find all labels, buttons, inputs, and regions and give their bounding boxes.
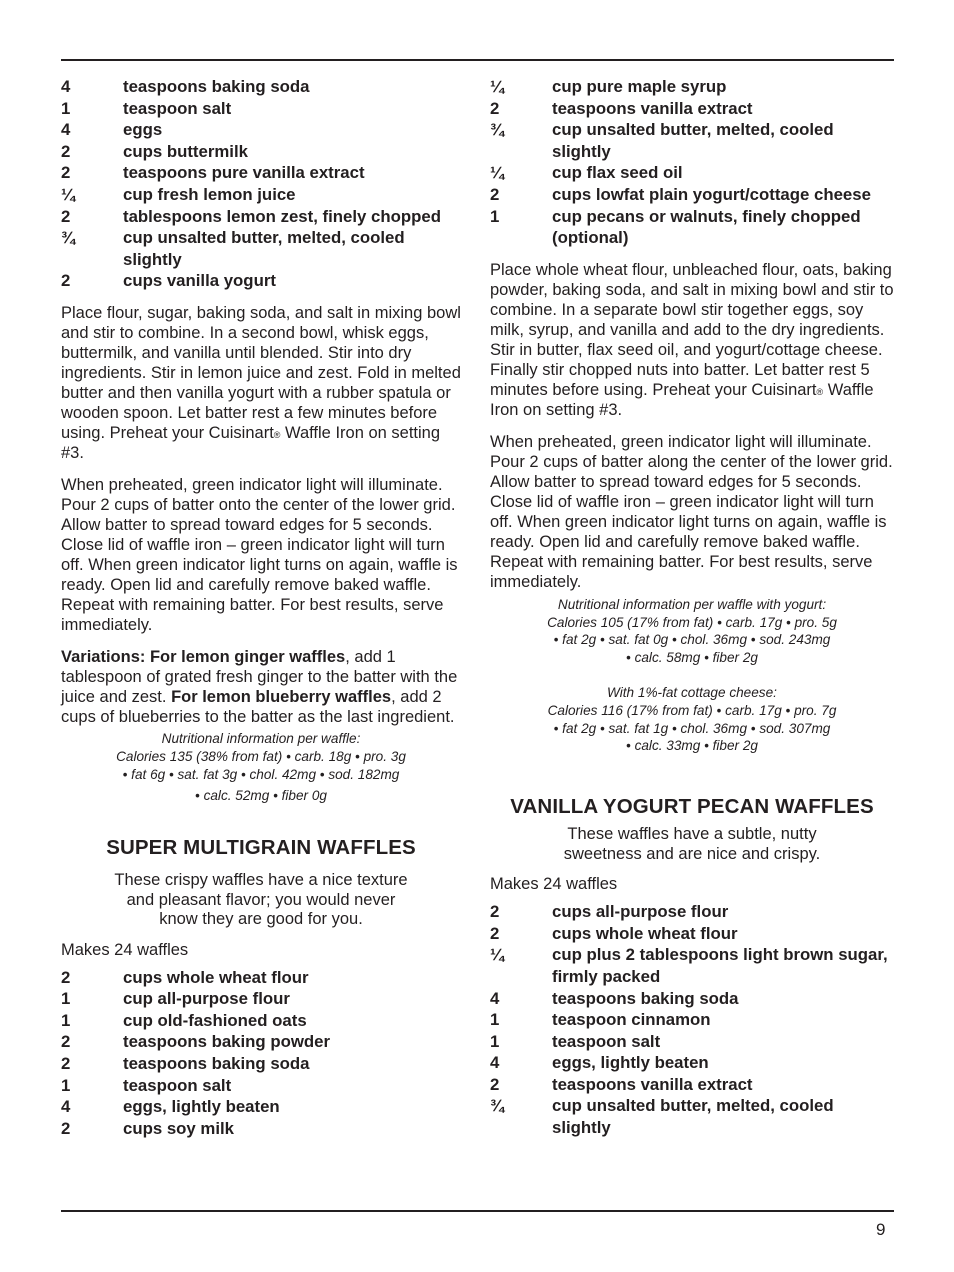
ingredient-quantity: 4: [61, 77, 71, 96]
ingredient-row: [61, 1031, 461, 1053]
ingredient-row: [61, 1075, 461, 1097]
yield-text: Makes 24 waffles: [61, 940, 189, 959]
top-rule: [61, 59, 894, 61]
ingredient-text: eggs, lightly beaten: [552, 1053, 709, 1073]
ingredient-text: teaspoons baking soda: [123, 1054, 310, 1073]
ingredient-row: [490, 923, 894, 945]
ingredient-row: [61, 162, 461, 184]
ingredient-text: teaspoon cinnamon: [552, 1010, 711, 1030]
ingredient-text: cup pecans or walnuts, finely chopped (optional): [552, 206, 861, 248]
ingredient-row: [61, 76, 461, 98]
ingredient-row: [490, 1074, 894, 1096]
ingredient-row: [490, 184, 894, 206]
ingredient-text: tablespoons lemon zest, finely chopped: [123, 206, 441, 226]
ingredient-text: cup fresh lemon juice: [123, 184, 296, 204]
ingredient-text: cups all-purpose flour: [552, 902, 729, 922]
ingredient-quantity: ¾: [490, 1096, 504, 1116]
ingredient-quantity: 1: [61, 1075, 71, 1095]
ingredient-quantity: 2: [61, 1032, 71, 1052]
ingredient-text: teaspoons baking powder: [123, 1032, 330, 1052]
ingredient-quantity: ¾: [490, 120, 504, 140]
ingredient-row: [490, 162, 894, 184]
method-paragraph: Place flour, sugar, baking soda, and salt in mixing bowl and stir to combine. In a second bowl, whisk eggs, buttermilk, and vanilla until blended. Stir into dry ingredients. Stir in lemon juice and zest. Fold in melted butter and then vanilla yogurt with a rubber spatula or wooden spoon. Let batter rest a few minutes before using. Preheat your Cuisinart® Waffle Iron on setting #3.: [61, 303, 461, 462]
ingredient-row: [490, 98, 894, 120]
recipe-intro: These crispy waffles have a nice texture and pleasant flavor; you would never know they are good for you.: [114, 871, 408, 929]
ingredient-text: eggs, lightly beaten: [123, 1097, 280, 1117]
ingredient-text: teaspoon salt: [552, 1031, 661, 1051]
ingredient-quantity: 1: [61, 98, 71, 118]
ingredient-quantity: 1: [490, 1031, 500, 1051]
ingredient-row: [61, 141, 461, 163]
ingredient-quantity: ¼: [61, 184, 75, 204]
ingredient-quantity: 2: [61, 163, 71, 183]
ingredient-row: [490, 119, 894, 162]
ingredient-quantity: 1: [61, 989, 71, 1009]
ingredient-quantity: 2: [490, 902, 500, 922]
ingredient-text: cup unsalted butter, melted, cooled slightly: [552, 120, 834, 161]
nutrition-info: Nutritional information per waffle: Calories 135 (38% from fat) • carb. 18g • pro. 3g • fat 6g • sat. fat 3g • chol. 42mg • sod. 182mg • calc. 52mg • fiber 0g: [116, 730, 406, 804]
ingredient-text: teaspoons vanilla extract: [552, 98, 753, 118]
ingredient-quantity: 2: [61, 967, 71, 987]
ingredient-quantity: 1: [490, 206, 500, 226]
ingredient-text: cup unsalted butter, melted, cooled slightly: [552, 1096, 834, 1138]
ingredient-list: [61, 967, 461, 1140]
method-paragraph: When preheated, green indicator light will illuminate. Pour 2 cups of batter onto the center of the lower grid. Allow batter to spread toward edges for 5 seconds. Close lid of waffle iron – green indicator light will turn off. When green indicator light turns on again, waffle is ready. Open lid and carefully remove baked waffle. Repeat with remaining batter. For best results, serve immediately.: [61, 475, 458, 634]
ingredient-row: [61, 1118, 461, 1140]
ingredient-row: [490, 76, 894, 98]
ingredient-quantity: 2: [490, 98, 500, 118]
ingredient-quantity: 1: [61, 1010, 71, 1030]
ingredient-quantity: 2: [61, 141, 71, 161]
ingredient-quantity: 2: [61, 271, 71, 291]
ingredient-text: cups soy milk: [123, 1118, 234, 1138]
ingredient-row: [490, 1009, 894, 1031]
ingredient-row: [490, 1031, 894, 1053]
ingredient-text: cup plus 2 tablespoons light brown sugar, firmly packed: [552, 945, 888, 986]
recipe-intro: These waffles have a subtle, nutty sweetness and are nice and crispy.: [563, 825, 821, 863]
ingredient-row: [490, 1095, 894, 1138]
ingredient-row: [61, 1096, 461, 1118]
ingredient-quantity: 2: [490, 184, 500, 204]
right-column: [490, 76, 894, 1139]
ingredient-text: cups whole wheat flour: [123, 967, 309, 987]
ingredient-quantity: ¼: [490, 163, 504, 183]
ingredient-text: teaspoons vanilla extract: [552, 1074, 753, 1094]
ingredient-quantity: 2: [490, 923, 500, 943]
ingredient-row: [61, 206, 461, 228]
ingredient-row: [490, 1052, 894, 1074]
ingredient-row: [490, 944, 894, 987]
ingredient-row: [61, 184, 461, 206]
ingredient-row: [490, 206, 894, 249]
method-paragraph: When preheated, green indicator light will illuminate. Pour 2 cups of batter along the center of the lower grid. Allow batter to spread toward edges for 5 seconds. Close lid of waffle iron – green indicator light will turn off. When green indicator light turns on again, waffle is ready. Open lid and carefully remove baked waffle. Repeat with remaining batter. For best results, serve immediately.: [490, 432, 893, 591]
ingredient-quantity: 2: [61, 1118, 71, 1138]
ingredient-row: [61, 270, 461, 292]
ingredient-quantity: 4: [61, 120, 71, 140]
variations-paragraph: Variations: For lemon ginger waffles, add 1 tablespoon of grated fresh ginger to the batter with the juice and zest. For lemon blueberry waffles, add 2 cups of blueberries to the batter as the last ingredient.: [61, 647, 458, 726]
ingredient-quantity: 1: [490, 1010, 500, 1030]
ingredient-text: cup old-fashioned oats: [123, 1010, 307, 1030]
ingredient-quantity: 2: [61, 1054, 71, 1073]
ingredient-text: teaspoons baking soda: [552, 988, 739, 1008]
ingredient-row: [61, 119, 461, 141]
ingredient-text: cup unsalted butter, melted, cooled slightly: [123, 228, 405, 269]
ingredient-text: teaspoon salt: [123, 98, 232, 118]
ingredient-text: cup pure maple syrup: [552, 77, 727, 96]
ingredient-text: teaspoons pure vanilla extract: [123, 163, 365, 183]
ingredient-list: [490, 76, 894, 249]
method-paragraph: Place whole wheat flour, unbleached flour, oats, baking powder, baking soda, and salt in mixing bowl and stir to combine. In a separate bowl stir together eggs, soy milk, syrup, and vanilla and add to the dry ingredients. Stir in butter, flax seed oil, and yogurt/cottage cheese. Finally stir chopped nuts into batter. Let batter rest 5 minutes before using. Preheat your Cuisinart® Waffle Iron on setting #3.: [490, 260, 894, 419]
ingredient-list: [490, 901, 894, 1139]
ingredient-row: [61, 1053, 461, 1075]
ingredient-quantity: 4: [490, 1053, 500, 1073]
left-column: [61, 76, 461, 1139]
ingredient-row: [61, 1010, 461, 1032]
ingredient-row: [61, 227, 461, 270]
ingredient-text: eggs: [123, 120, 163, 140]
ingredient-quantity: ¼: [490, 77, 504, 96]
ingredient-quantity: 4: [61, 1097, 71, 1117]
ingredient-text: teaspoons baking soda: [123, 77, 310, 96]
ingredient-row: [61, 988, 461, 1010]
ingredient-quantity: 4: [490, 988, 500, 1008]
ingredient-text: cups buttermilk: [123, 141, 248, 161]
recipe-heading: SUPER MULTIGRAIN WAFFLES: [106, 836, 416, 860]
ingredient-quantity: 2: [490, 1074, 500, 1094]
ingredient-row: [490, 988, 894, 1010]
bottom-rule: [61, 1210, 894, 1212]
page-number: 9: [876, 1220, 886, 1239]
yield-text: Makes 24 waffles: [490, 875, 618, 894]
ingredient-quantity: ¼: [490, 945, 504, 965]
ingredient-row: [61, 967, 461, 989]
ingredient-text: cup all-purpose flour: [123, 989, 290, 1009]
nutrition-info: Nutritional information per waffle with yogurt: Calories 105 (17% from fat) • carb. 17g • pro. 5g • fat 2g • sat. fat 0g • chol. 36mg • sod. 243mg • calc. 58mg • fiber 2g With 1%-fat cottage cheese: Calories 116 (17% from fat) • carb. 17g • pro. 7g • fat 2g • sat. fat 1g • chol. 36mg • sod. 307mg • calc. 33mg • fiber 2g: [547, 596, 837, 754]
ingredient-text: teaspoon salt: [123, 1075, 232, 1095]
ingredient-text: cups vanilla yogurt: [123, 271, 276, 291]
recipe-heading: VANILLA YOGURT PECAN WAFFLES: [510, 795, 874, 819]
ingredient-text: cups whole wheat flour: [552, 923, 738, 943]
ingredient-text: cups lowfat plain yogurt/cottage cheese: [552, 184, 871, 204]
ingredient-row: [490, 901, 894, 923]
ingredient-row: [61, 98, 461, 120]
ingredient-list: [61, 76, 461, 292]
ingredient-text: cup flax seed oil: [552, 163, 683, 183]
ingredient-quantity: 2: [61, 206, 71, 226]
ingredient-quantity: ¾: [61, 228, 75, 248]
